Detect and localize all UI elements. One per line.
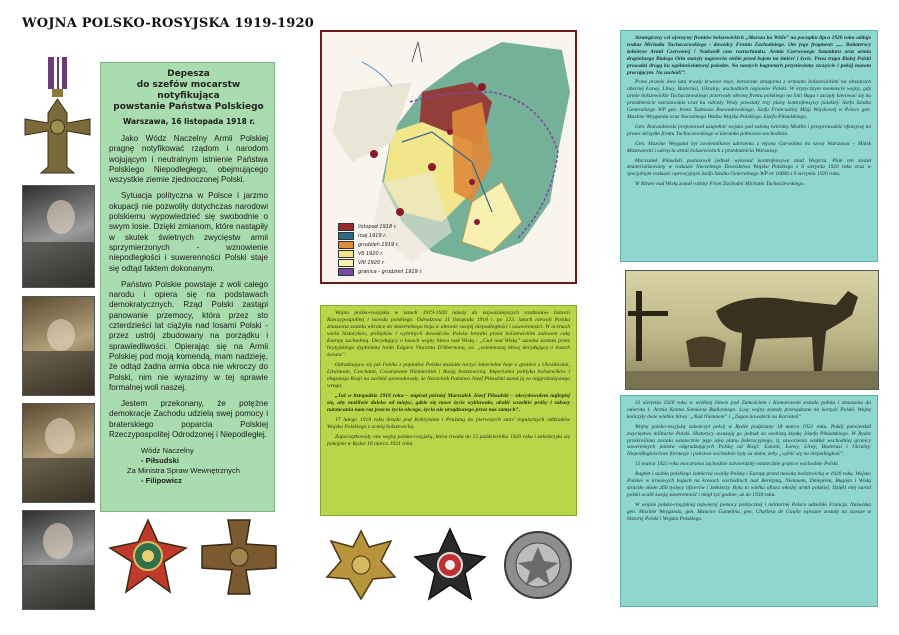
badge-image-3 — [325, 527, 397, 602]
portrait-photo-3 — [22, 403, 95, 503]
history-quote: „Już w listopadzie 1918 roku – napisał później Marszałek Józef Piłsudski – zdecydowałem najlepiej się, aby możliwie daleko od miejsc, gdzie się nowe życie wykluwało, obalić wszelkie próby i zakusy narzucania nam raz jeszcze życia obcego, życia nie urządzonego przez nas samych”. — [327, 393, 570, 413]
legend-item: granica - grudzień 1919 r. — [338, 267, 458, 276]
portrait-photo-1 — [22, 185, 95, 288]
history-paragraph: 17 lutego 1919 roku doszło pod Kobryniem i Prużaną do pierwszych starć regularnych oddziałów Wojska Polskiego z armią bolszewicką. — [327, 417, 570, 430]
aftermath-text-box — [620, 395, 878, 607]
virtuti-cross-icon — [20, 55, 95, 177]
telegram-text-box — [100, 62, 275, 512]
cross-medal-image — [20, 55, 95, 177]
history-paragraph: Odradzająca się jak Feniks z popiołów Polska musiała toczyć śmiertelne boje o granice z Ukraińcami, Litwinami, Czechami, Cesarstwem Niemieckim i Rosją bolszewicką. Imperialna polityka bolszewików i ekspansja Rosji na zachód spowodowały, że Naczelnik Państwa Józef Piłsudski uznał ją za najgroźniejszego wroga. — [327, 362, 570, 389]
legend-item: VII 1920 r. — [338, 249, 458, 258]
legend-item: grudzień 1919 r. — [338, 240, 458, 249]
telegram-paragraph: Państwo Polskie powstaje z woli całego narodu i opiera się na podstawach demokratycznych. Rząd Polski zastąpi panowanie przemocy, która przez sto czterdzieści lat ciążyła nad losami Polski - przez ustrój zbudowany na porządku i sprawiedliwości. Opierając się na Armii Polskiej pod moją komendą, mam nadzieję, że odtąd żadna armia obca nie wkroczy do Polski, nim nie wyrazimy w tej sprawie formalnej woli naszej. — [109, 279, 268, 392]
strategy-paragraph: Gen. Maxime Weygand był zwolennikiem uderzenia z rejonu Garwolina na szosę Warszawa – Mińsk Mazowiecki i odcięcia armii bolszewickich z przedmieścia Warszawy. — [627, 140, 871, 154]
horse-scene-icon — [626, 271, 879, 390]
history-paragraph: Wojna polsko-rosyjska w latach 1919-1920 należy do najważniejszych rozdziałów historii Rzeczypospolitej i narodu polskiego. Odrodzona 11 listopada 1918 r. po 123. latach niewoli Polska zmuszona została wkrótce do śmiertelnego boju w obronie swojej niepodległości i suwerenności. W ocenach wielu historyków, polityków i wybitnych dowódców Polska broniła przed bolszewickim zalewem całą Europę zachodnią. Decydujący o losach wojny bitwa nad Wisłą - „Cud nad Wisłą” uznana została przez brytyjskiego dyplomatę lorda Edgara Vincenta D'Abernona, za: „osiemnastą bitwę decydującą o losach świata”. — [327, 310, 570, 358]
telegram-paragraph: Sytuacja polityczna w Polsce i jarzmo okupacji nie pozwoliły dotychczas narodowi polskiemu wypowiedzieć się swobodnie o swym losie. Dzięki zmianom, które nastąpiły w skutek świetnych zwycięstw armii sprzymierzonych - wznowienie niepodległości i suwerenności Polski staje się odtąd faktem dokonanym. — [109, 191, 268, 273]
badge-image-4 — [413, 527, 487, 602]
strategy-paragraph: Przez prawie dwa lata trwały krwawe boje, heroiczne zmagania z armiami bolszewickimi na obszarach obecnej Łotwy, Litwy, Białorusi, Ukrainy, wschodnich regionów Polski. W krytycznym momencie wojny, gdy armie bolszewickie Tuchaczewskiego przerwały obronę frontu polskiego na linii Bugu i zaczęły kierować się na przedmieście warszawskie oraz ku rubieży Wisły powstały trzy plany kontrofensywy polskiej: Szefa Sztabu Generalnego WP gen. broni Tadeusza Rozwadowskiego, Szefa Francuskiej Misji Wojskowej w Polsce gen. Maxime Weyganda oraz Naczelnego Wodza Wojska Polskiego Józefa Piłsudskiego. — [627, 79, 871, 120]
telegram-date: Warszawa, 16 listopada 1918 r. — [123, 117, 255, 126]
aftermath-paragraph: Bagnet i szabla polskiego żołnierza ocaliły Polskę i Europę przed nawałą bolszewicką w 1920 roku. Wojsko Polskie w krwawych bojach na kresach wschodnich nad Berezyną, Niemnem, Dnieprem, Bugiem i Wisłą straciło około 260 tysięcy oficerów i żołnierzy. Była to wielka ofiara młodej armii polskiej. Dzięki niej naród polski ocalił swoją suwerenność i mógł żyć godnie, aż do 1939 roku. — [627, 471, 871, 498]
page-title: WOJNA POLSKO-ROSYJSKA 1919-1920 — [22, 16, 315, 31]
strategy-paragraph: Gen. Rozwadowski proponował uzupełnić wojska pod osłoną twierdzy Modlin i przeprowadzić ofensywę na prawe skrzydło frontu Tuchaczewskiego w kierunku północno-wschodnim. — [627, 123, 871, 137]
badge-image-2 — [200, 518, 278, 596]
telegram-header: Depesza do szefów mocarstw notyfikująca powstanie Państwa Polskiego — [113, 69, 264, 112]
cavalry-photo — [625, 270, 879, 390]
telegram-paragraph: Jako Wódz Naczelny Armii Polskiej pragnę notyfikować rządom i narodom wojującym i neutralnym istnienie Państwa Polskiego Niepodległego, obejmującego wszystkie ziemie zjednoczonej Polski. — [109, 134, 268, 185]
telegram-paragraph: Jestem przekonany, że potężne demokracje Zachodu udzielą swej pomocy i braterskiego poparcia Polskiej Rzeczypospolitej Odrodzonej i Niepodległej. — [109, 399, 268, 440]
legend-item: listopad 1918 r. — [338, 222, 458, 231]
strategy-quote: Strategiczny cel ofensywy frontów bolszewickich „Marszu ku Wiśle” na początku lipca 1920 roku oddaje rozkaz Michaiła Tuchaczewskiego - dowódcy Frontu Zachodniego. Oto jego fragment: „... Bohaterscy żołnierze Armii Czerwonej ! Nadszedł czas rozrachunku. Armia Czerwonego Sztandaru oraz armia drapieżnego Białego Orła stanęły naprzeciw siebie przed bojem na śmierć i życie. Przez trupa Białej Polski prowadzi drogą ku ogólnoświatowej pożodze. Na naszych bagnetach przyniesiemy szczęście i pokój masom pracującym. Na zachód!”. — [627, 35, 871, 76]
aftermath-paragraph: W wojnie polsko-rosyjskiej najwięcej pomocy politycznej i militarnej Polsce udzieliła Francja. Nazwiska gen. Maxime Weyganda, gen. Maurice Gamelina, gen. Charlesa de Gaulle wpisane zostały na zawsze w historię Polski i Wojska Polskiego. — [627, 501, 871, 522]
aftermath-paragraph: Wojnę polsko-rosyjską zakończył pokój w Rydze podpisany 18 marca 1921 roku. Pokój potwierdził zwycięstwo militarne Polski. Historycy uważają go jednak za osobistą klęskę Józefa Piłsudskiego. W Rydze przekreślona została ostatecznie jego idea planu federacyjnego, tj. utworzenia wzdłuż wschodniej granicy suwerennych państw odgradzających Polskę od Rosji: Estonii, Łotwy, Litwy, Białorusi i Ukrainy. Niepodległościowe formacje i państwa wschodnie były za słabe, żeby „wybić się na niepodległość”. — [627, 423, 871, 458]
strategy-text-box — [620, 30, 878, 262]
regiment-badge-icon — [108, 518, 188, 596]
eagle-badge-icon — [325, 527, 397, 602]
aftermath-paragraph: 31 sierpnia 1920 roku w wielkiej bitwie pod Zamościem i Komarowem zostało pobita i zmuszona do odwrotu 1. Armia Konna Siemiona Budionnego. Losy wojny zostały przesądzone na korzyść Polski. Wojnę kończyły dwie wielkie bitwy: „Nad Niemnem” i „Zagon kawalerii na Korosteń”. — [627, 400, 871, 420]
aftermath-paragraph: 15 marca 1923 roku mocarstwa zachodnie zatwierdziły ostatecznie granice wschodnie Polski. — [635, 461, 840, 468]
strategy-paragraph: Marszałek Piłsudski postanowił jednak wykonać kontrofensywę znad Wieprza. Plan ten został zmaterializowany w rozkazie Naczelnego Dowództwa Wojska Polskiego z 6 sierpnia 1920 roku oraz w specjalnym rozkazie operacyjnym Szefa Sztabu Generalnego WP nr 10000 z 9 sierpnia 1920 roku. — [627, 157, 871, 178]
legend-item: VIII 1920 r. — [338, 258, 458, 267]
history-paragraph: Zapoczątkowały one wojnę polsko-rosyjską, która trwała do 15 października 1920 roku i zakończyła się pokojem w Rydze 18 marca 1921 roku. — [327, 434, 570, 447]
map-legend — [338, 222, 458, 276]
strategy-paragraph: W Bitwie nad Wisłą został rozbity Front Zachodni Michaiła Tuchaczewskiego. — [635, 181, 805, 188]
badge-image-1 — [108, 518, 188, 596]
round-badge-icon — [500, 527, 576, 602]
signature-block: Wódz Naczelny - Piłsudski Za Ministra Spraw Wewnętrznych - Filipowicz — [127, 446, 240, 486]
badge-image-5 — [500, 527, 576, 602]
legend-item: maj 1919 r. — [338, 231, 458, 240]
war-map — [320, 30, 577, 284]
portrait-photo-2 — [22, 296, 95, 396]
cross-badge-icon — [200, 518, 278, 596]
portrait-photo-4 — [22, 510, 95, 610]
history-text-box — [320, 305, 577, 516]
cross-badge-icon — [413, 527, 487, 602]
